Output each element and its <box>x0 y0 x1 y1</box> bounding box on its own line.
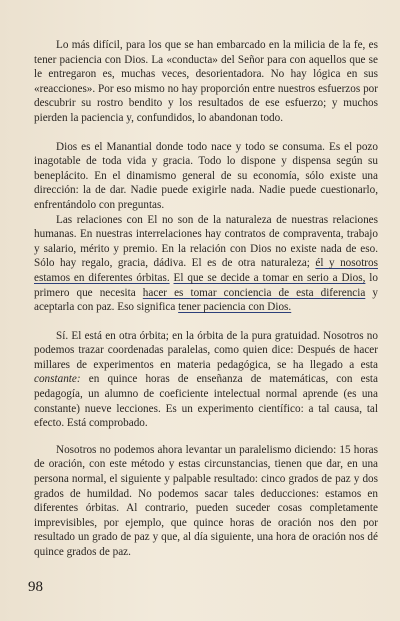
paragraph-4-text-a: Sí. El está en otra órbita; en la órbita de la pura gratuidad. Nosotros no podemos trazar coordenadas paralelas, como quien dice: Después de hacer millares de experimentos en materia pedagógica, se ha llegado a esta <box>34 329 378 371</box>
underlined-phrase-orbits: él y nosotros estamos en diferentes órbitas. <box>34 257 378 284</box>
paragraph-1: Lo más difícil, para los que se han embarcado en la milicia de la fe, es tener paciencia con Dios. La «conducta» del Señor para con aquellos que se le entregaron es, muchas veces, desorientadora. No hay lógica en sus «reacciones». Por eso mismo no hay proporción entre nuestros esfuerzos por descubrir su rostro bendito y los resultados de ese esfuerzo; y muchos pierden la paciencia y, confundidos, lo abandonan todo. <box>34 39 378 124</box>
paragraph-3-text-a: Las relaciones con El no son de la naturaleza de nuestras relaciones humanas. En nuestras interrelaciones hay contratos de compraventa, trabajo y salario, mérito y premio. En la relación con Dios no existe nada de eso. Sólo hay regalo, gracia, dádiva. El es de otra naturaleza; <box>34 213 378 270</box>
underlined-phrase-patience: tener paciencia con Dios. <box>178 301 292 314</box>
paragraph-5: Nosotros no podemos ahora levantar un paralelismo diciendo: 15 horas de oración, con este método y estas circunstancias, tienen que dar, en una persona normal, el siguiente y palpable resultado: cinco grados de paz y dos grados de humildad. No podemos sacar tales deducciones: estamos en diferentes órbitas. Al contrario, pueden suceder cosas completamente imprevisibles, por ejemplo, que quince horas de oración nos den por resultado un grado de paz y que, al día siguiente, una hora de oración nos dé quince grados de paz. <box>34 443 378 558</box>
underlined-phrase-awareness: hacer es tomar conciencia de esta diferencia <box>142 286 366 299</box>
paragraph-2: Dios es el Manantial donde todo nace y todo se consuma. Es el pozo inagotable de toda vida y gracia. Todo lo dispone y dispensa según su beneplácito. En el dinamismo general de su economía, sólo existe una dirección: la de dar. Nadie puede exigirle nada. Nadie puede cuestionarlo, enfrentándolo con preguntas. <box>34 140 378 211</box>
underlined-phrase-take-seriously: El que se decide a tomar en serio a Dios, <box>173 271 366 284</box>
paragraph-3-text-b: lo primero que necesita <box>34 271 378 299</box>
page-number: 98 <box>28 579 43 595</box>
paragraph-4-text-b: en quince horas de enseñanza de matemáticas, con esta pedagogía, un alumno de coeficiente intelectual normal aprende (es una constante) nueve lecciones. Es un experimento científico: a tal causa, tal efecto. Está comprobado. <box>34 373 378 430</box>
paragraph-3-text-c: y aceptarla con paz. Eso significa <box>34 286 378 314</box>
paragraph-3 <box>34 213 378 315</box>
italic-constante: constante: <box>34 373 81 386</box>
paragraph-4 <box>34 329 378 431</box>
